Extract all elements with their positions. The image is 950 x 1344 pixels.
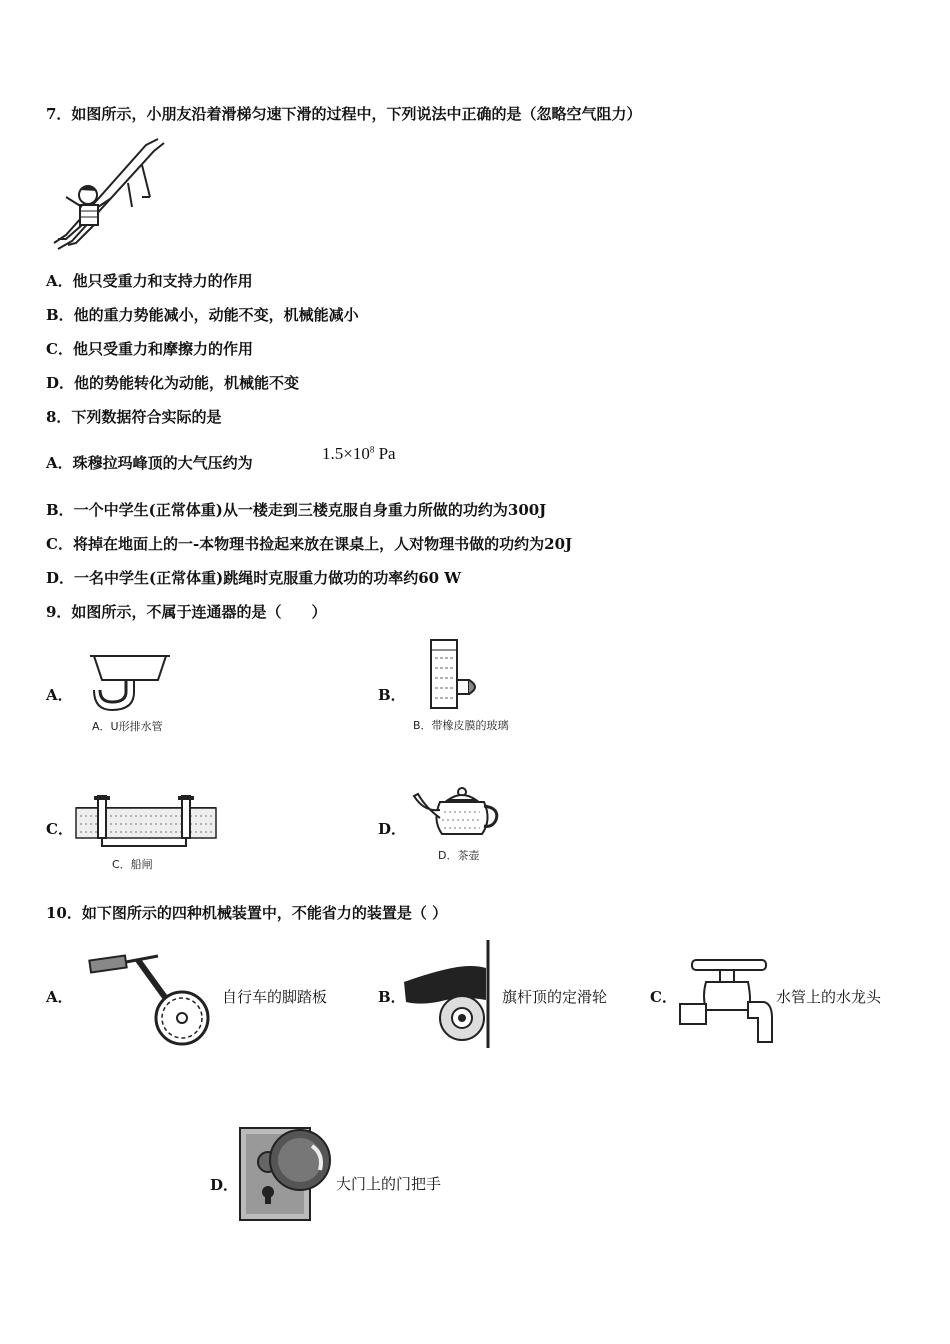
q9-stem: 9．如图所示，不属于连通器的是（ ）: [46, 603, 327, 621]
q10-caption-a: 自行车的脚踏板: [222, 988, 328, 1006]
q10-stem: 10．如下图所示的四种机械装置中，不能省力的装置是（ ）: [46, 904, 448, 922]
q8-option-a-text: A．珠穆拉玛峰顶的大气压约为: [46, 454, 253, 472]
q10-label-d: D．: [210, 1176, 239, 1194]
q9-caption-b: B．带橡皮膜的玻璃: [413, 719, 509, 732]
pressure-formula: [322, 444, 396, 464]
flagpole-pulley-figure: [402, 938, 498, 1048]
formula-exponent: 8: [369, 444, 375, 455]
q10-caption-b: 旗杆顶的定滑轮: [502, 988, 608, 1006]
q9-caption-a: A．U形排水管: [92, 720, 163, 733]
q8-stem: 8．下列数据符合实际的是: [46, 408, 222, 426]
q7-stem: 7．如图所示，小朋友沿着滑梯匀速下滑的过程中，下列说法中正确的是（忽略空气阻力）: [46, 105, 642, 123]
q10-label-c: C．: [650, 988, 677, 1006]
q9-caption-c: C．船闸: [112, 858, 153, 871]
slide-figure: [46, 135, 166, 253]
formula-unit: Pa: [374, 444, 396, 463]
ship-lock-figure: [76, 794, 216, 850]
q8-option-b: B．一个中学生(正常体重)从一楼走到三楼克服自身重力所做的功约为300J: [46, 501, 547, 519]
q10-caption-c: 水管上的水龙头: [776, 988, 882, 1006]
q9-label-b: B．: [378, 686, 406, 704]
q9-label-a: A．: [46, 686, 73, 704]
q9-label-d: D．: [378, 820, 407, 838]
q7-option-d: D．他的势能转化为动能，机械能不变: [46, 374, 300, 392]
q10-caption-d: 大门上的门把手: [336, 1175, 442, 1193]
teapot-figure: [410, 786, 502, 842]
q7-option-b: B．他的重力势能减小，动能不变，机械能减小: [46, 306, 359, 324]
bicycle-pedal-figure: [86, 944, 218, 1048]
q7-option-c: C．他只受重力和摩擦力的作用: [46, 340, 253, 358]
formula-mantissa: 1.5×10: [322, 444, 370, 463]
water-faucet-figure: [676, 952, 774, 1048]
q9-caption-d: D．茶壶: [438, 849, 480, 862]
q8-option-d: D．一名中学生(正常体重)跳绳时克服重力做功的功率约60 W: [46, 569, 462, 587]
q9-label-c: C．: [46, 820, 73, 838]
glass-tube-membrane-figure: [425, 636, 489, 712]
q8-option-c: C．将掉在地面上的一-本物理书捡起来放在课桌上，人对物理书做的功约为20J: [46, 535, 573, 553]
u-drain-pipe-figure: [86, 650, 176, 712]
q10-label-a: A．: [46, 988, 73, 1006]
door-knob-figure: [238, 1126, 334, 1222]
q10-label-b: B．: [378, 988, 406, 1006]
q7-option-a: A．他只受重力和支持力的作用: [46, 272, 253, 290]
